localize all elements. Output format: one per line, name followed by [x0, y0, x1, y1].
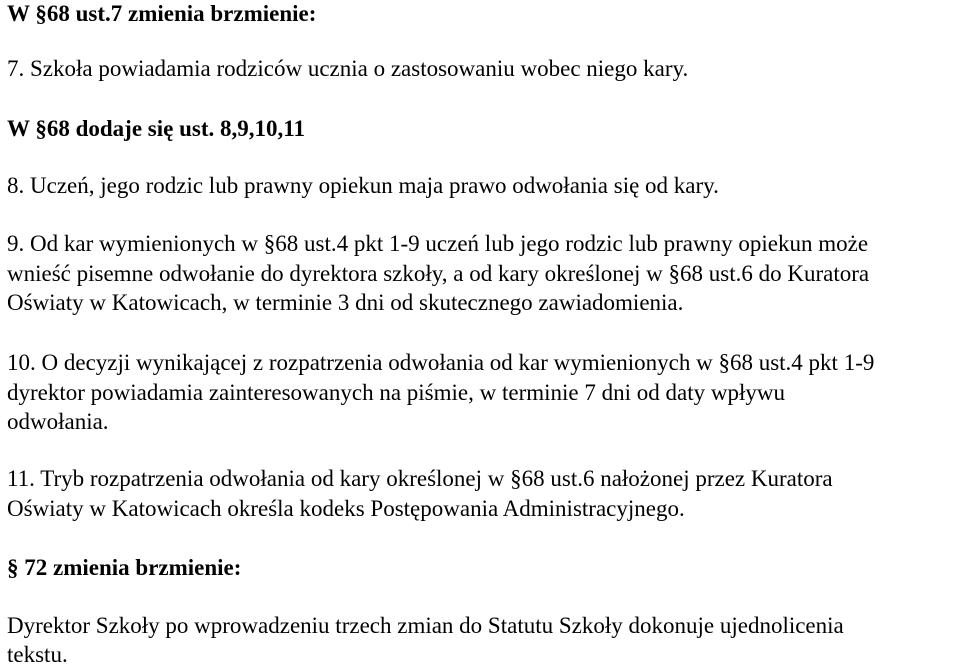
- paragraph-10-line-3: odwołania.: [7, 409, 109, 434]
- paragraph-11-line-1: 11. Tryb rozpatrzenia odwołania od kary określonej w §68 ust.6 nałożonej przez Kuratora: [7, 466, 833, 491]
- paragraph-9-line-3: Oświaty w Katowicach, w terminie 3 dni od skutecznego zawiadomienia.: [7, 290, 684, 315]
- paragraph-9-line-1: 9. Od kar wymienionych w §68 ust.4 pkt 1-9 uczeń lub jego rodzic lub prawny opiekun może: [7, 231, 869, 256]
- heading-section-72: § 72 zmienia brzmienie:: [7, 555, 242, 580]
- heading-section-68-ust-7: W §68 ust.7 zmienia brzmienie:: [7, 1, 317, 26]
- paragraph-11-line-2: Oświaty w Katowicach określa kodeks Postępowania Administracyjnego.: [7, 496, 685, 521]
- heading-section-68-add: W §68 dodaje się ust. 8,9,10,11: [7, 116, 305, 141]
- paragraph-final-line-2: tekstu.: [7, 642, 68, 667]
- paragraph-9-line-2: wnieść pisemne odwołanie do dyrektora szkoły, a od kary określonej w §68 ust.6 do Kuratora: [7, 261, 870, 286]
- paragraph-final-line-1: Dyrektor Szkoły po wprowadzeniu trzech zmian do Statutu Szkoły dokonuje ujednolicenia: [7, 613, 844, 638]
- paragraph-10-line-2: dyrektor powiadamia zainteresowanych na piśmie, w terminie 7 dni od daty wpływu: [7, 380, 785, 405]
- paragraph-7: 7. Szkoła powiadamia rodziców ucznia o zastosowaniu wobec niego kary.: [7, 56, 689, 81]
- paragraph-10-line-1: 10. O decyzji wynikającej z rozpatrzenia odwołania od kar wymienionych w §68 ust.4 pkt 1-9: [7, 350, 875, 375]
- paragraph-8: 8. Uczeń, jego rodzic lub prawny opiekun maja prawo odwołania się od kary.: [7, 173, 719, 198]
